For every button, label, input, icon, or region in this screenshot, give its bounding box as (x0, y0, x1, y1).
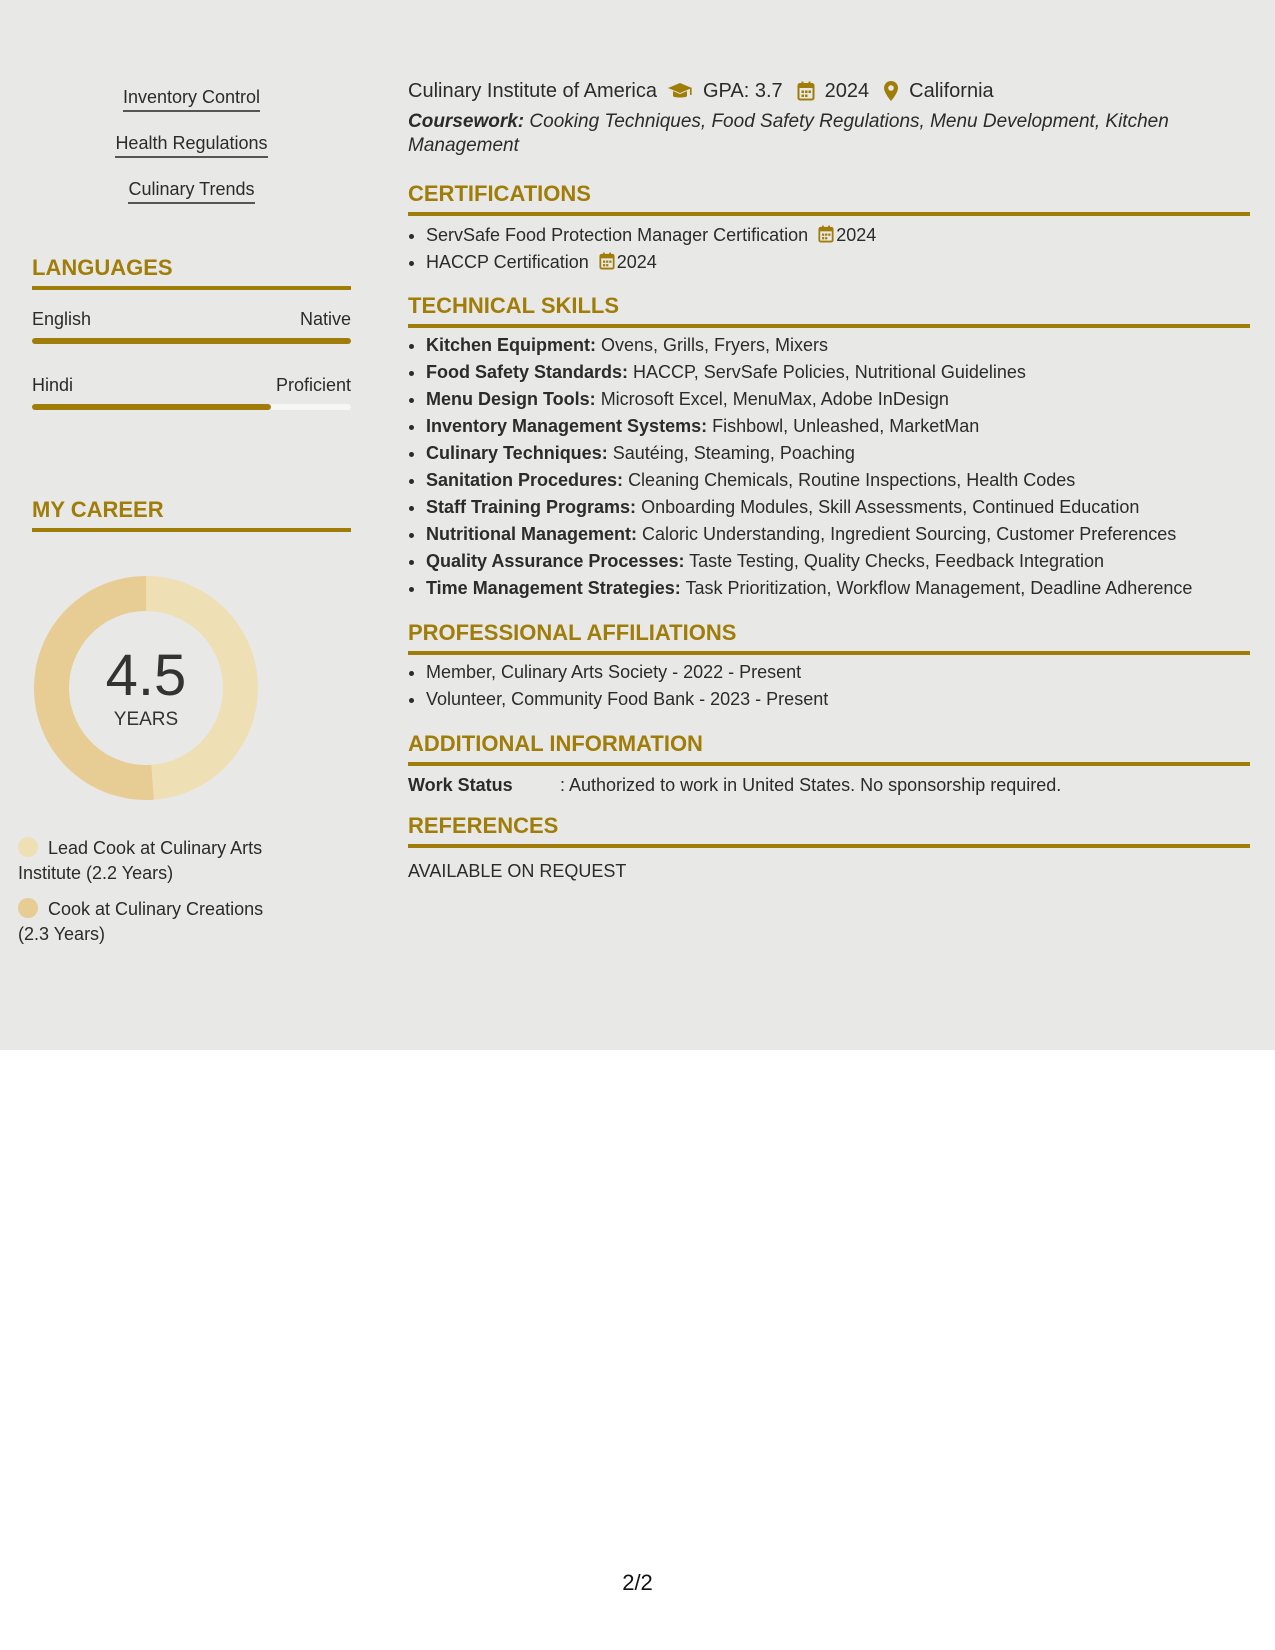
technical-skill-label: Time Management Strategies: (426, 578, 681, 598)
technical-skill-value: Fishbowl, Unleashed, MarketMan (712, 416, 980, 436)
legend-item (18, 897, 288, 947)
language-item (32, 374, 351, 410)
references-text: AVAILABLE ON REQUEST (408, 861, 627, 881)
work-status-value: : Authorized to work in United States. No sponsorship required. (560, 775, 1062, 795)
technical-skill-label: Culinary Techniques: (426, 443, 608, 463)
education-line (408, 78, 994, 104)
technical-skill-value: Sautéing, Steaming, Poaching (612, 443, 855, 463)
languages-section (32, 254, 351, 410)
career-donut-chart (34, 576, 258, 800)
skill-tag: Inventory Control (123, 86, 260, 112)
technical-skill-value: Cleaning Chemicals, Routine Inspections, Health Codes (628, 470, 1076, 490)
location: California (909, 80, 994, 102)
career-years-unit: YEARS (113, 709, 179, 730)
legend-dot (18, 837, 38, 857)
affiliations-title: PROFESSIONAL AFFILIATIONS (408, 619, 1250, 655)
technical-skill-item (426, 386, 1250, 413)
work-status-label: Work Status (408, 775, 513, 795)
technical-skill-label: Inventory Management Systems: (426, 416, 708, 436)
affiliation-item: • Member, Culinary Arts Society - 2022 - Present (426, 659, 1250, 686)
technical-skill-label: Quality Assurance Processes: (426, 551, 685, 571)
technical-skill-item (426, 440, 1250, 467)
technical-skill-value: Caloric Understanding, Ingredient Sourcing, Customer Preferences (642, 524, 1177, 544)
technical-skills-section (408, 292, 1250, 602)
technical-skill-label: Kitchen Equipment: (426, 335, 596, 355)
graduation-year: 2024 (824, 80, 870, 102)
technical-skill-label: Food Safety Standards: (426, 362, 629, 382)
calendar-icon (818, 225, 834, 243)
coursework-label: Coursework: (408, 111, 525, 132)
language-name: Hindi (32, 375, 74, 395)
technical-skill-item (426, 467, 1250, 494)
language-level: Native (299, 309, 351, 329)
graduation-cap-icon (667, 81, 693, 101)
legend-label: Lead Cook at Culinary Arts Institute (2.2 Years) (18, 838, 263, 883)
calendar-icon (599, 252, 615, 270)
certifications-section (408, 180, 1250, 276)
technical-skill-item (426, 413, 1250, 440)
career-legend (18, 836, 288, 958)
technical-skill-label: Nutritional Management: (426, 524, 638, 544)
references-section (408, 812, 1250, 884)
references-title: REFERENCES (408, 812, 1250, 848)
technical-skill-label: Menu Design Tools: (426, 389, 596, 409)
affiliations-section (408, 619, 1250, 713)
certification-year: 2024 (616, 252, 657, 272)
technical-skill-value: HACCP, ServSafe Policies, Nutritional Guidelines (633, 362, 1026, 382)
certification-item: • HACCP Certification 2024 (426, 249, 1250, 276)
additional-info-section (408, 730, 1250, 798)
certification-item: • ServSafe Food Protection Manager Certification 2024 (426, 222, 1250, 249)
language-item (32, 308, 351, 344)
languages-title: LANGUAGES (32, 254, 351, 290)
technical-skills-title: TECHNICAL SKILLS (408, 292, 1250, 328)
affiliation-item: • Volunteer, Community Food Bank - 2023 - Present (426, 686, 1250, 713)
institution-name: Culinary Institute of America (408, 80, 657, 102)
language-name: English (32, 309, 92, 329)
technical-skill-item (426, 359, 1250, 386)
technical-skill-item (426, 332, 1250, 359)
language-bar (32, 338, 351, 344)
legend-dot (18, 898, 38, 918)
gpa: GPA: 3.7 (703, 80, 783, 102)
technical-skill-value: Microsoft Excel, MenuMax, Adobe InDesign (600, 389, 949, 409)
certification-year: 2024 (836, 225, 877, 245)
additional-info-title: ADDITIONAL INFORMATION (408, 730, 1250, 766)
location-pin-icon (883, 80, 899, 102)
skill-tag: Culinary Trends (128, 178, 254, 204)
technical-skill-label: Staff Training Programs: (426, 497, 637, 517)
skills-list (32, 86, 351, 224)
language-bar-fill (32, 338, 351, 344)
language-level: Proficient (275, 375, 351, 395)
skill-tag: Health Regulations (115, 132, 267, 158)
coursework-text: Cooking Techniques, Food Safety Regulations, Menu Development, Kitchen Management (408, 111, 1169, 156)
career-section (32, 496, 351, 532)
work-status-row (408, 772, 1250, 798)
technical-skill-item (426, 548, 1250, 575)
legend-item (18, 836, 288, 886)
language-bar (32, 404, 351, 410)
coursework (408, 110, 1228, 158)
legend-label: Cook at Culinary Creations (2.3 Years) (18, 899, 264, 944)
career-total-years: 4.5 (105, 643, 187, 708)
technical-skill-value: Taste Testing, Quality Checks, Feedback Integration (689, 551, 1105, 571)
language-bar-fill (32, 404, 271, 410)
technical-skill-value: Task Prioritization, Workflow Management, Deadline Adherence (685, 578, 1193, 598)
certifications-title: CERTIFICATIONS (408, 180, 1250, 216)
technical-skill-item (426, 494, 1250, 521)
technical-skill-value: Ovens, Grills, Fryers, Mixers (601, 335, 829, 355)
page-number: 2/2 (622, 1570, 653, 1595)
technical-skill-item (426, 575, 1250, 602)
career-title: MY CAREER (32, 496, 351, 532)
technical-skill-item (426, 521, 1250, 548)
calendar-icon (797, 81, 815, 101)
technical-skill-value: Onboarding Modules, Skill Assessments, Continued Education (641, 497, 1140, 517)
technical-skill-label: Sanitation Procedures: (426, 470, 624, 490)
